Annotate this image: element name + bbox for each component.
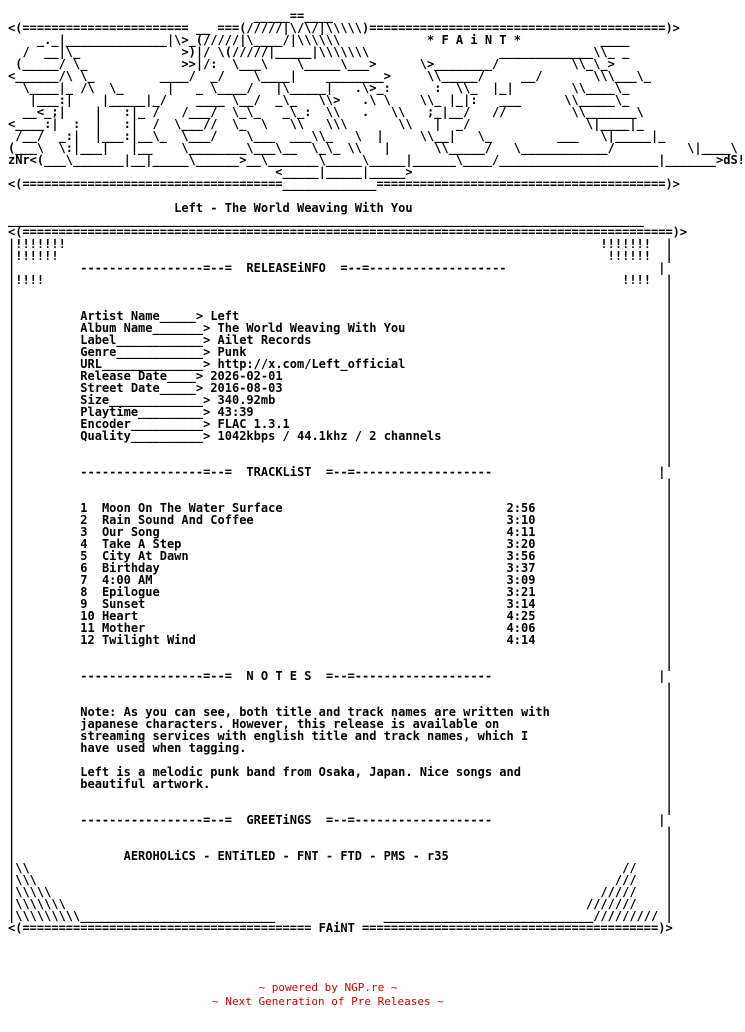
frame-border: <(==========================================================================================)> [8, 225, 688, 239]
release-info-value: 340.92mb [217, 393, 276, 407]
track-number: 7 [80, 573, 102, 587]
footer-powered-by[interactable]: ~ powered by NGP.re ~ [258, 981, 398, 994]
track-time: 4:25 [506, 609, 536, 623]
faint-logo-art-line: <_____|_____|_____> [8, 165, 413, 179]
section-tracklist: TRACKLiST [246, 465, 312, 479]
section-notes: N O T E S [246, 669, 312, 683]
group-tag: FAiNT [318, 921, 355, 935]
notes-text-line: have used when tagging. [80, 741, 247, 755]
track-title: Heart [101, 609, 507, 623]
track-number: 2 [80, 513, 102, 527]
notes-text-line: streaming services with english title and track names, which I [80, 729, 529, 743]
track-title: Twilight Wind [101, 633, 507, 647]
release-info-value: Punk [217, 345, 247, 359]
track-number: 8 [80, 585, 102, 599]
track-title: Rain Sound And Coffee [101, 513, 507, 527]
track-time: 3:09 [506, 573, 536, 587]
faint-logo-art-line: (_____/ \_ >>|/: \___\ \_____\___> \>________/ \\_\_> [8, 57, 615, 71]
notes-text-line: Note: As you can see, both title and track names are written with [80, 705, 550, 719]
notes-text-line: japanese characters. However, this release is available on [80, 717, 500, 731]
release-info-value: 2016-08-03 [210, 381, 283, 395]
faint-logo-art-line: _._|______________|\>_(/////|\____/|\\\\\\ * F A i N T * ____ [8, 33, 630, 47]
track-title: Birthday [101, 561, 507, 575]
track-title: City At Dawn [101, 549, 507, 563]
faint-logo-art-line: __<_;| | :|_ / /___/ \_\_ _\_: \\ . \\ ;_|__/ // \\_______\ [8, 105, 644, 119]
release-info-value: FLAC 1.3.1 [217, 417, 290, 431]
faint-logo-art-line: _____==____ [8, 9, 334, 23]
track-time: 2:56 [506, 501, 536, 515]
section-releaseinfo: RELEASEiNFO [246, 261, 326, 275]
track-number: 6 [80, 561, 102, 575]
release-info-label: Size_____________> [80, 393, 211, 407]
notes-text-line: beautiful artwork. [80, 777, 211, 791]
track-time: 3:21 [506, 585, 536, 599]
release-info-value: http://x.com/Left_official [217, 357, 406, 371]
release-info-label: Playtime_________> [80, 405, 211, 419]
track-time: 3:10 [506, 513, 536, 527]
track-time: 3:20 [506, 537, 536, 551]
track-time: 4:11 [506, 525, 536, 539]
release-info-value: The World Weaving With You [217, 321, 406, 335]
track-title: 4:00 AM [101, 573, 507, 587]
faint-logo-art-line: \____|_ /\ \_ | _ \____/ |\_____| .\>_: : \\_ |_| \\____\_ [8, 81, 630, 95]
release-title: Left - The World Weaving With You [8, 201, 413, 215]
faint-logo-art-line: <(====================================_____________========================================)> [8, 177, 680, 191]
faint-logo-art-line: zNr<(___\_______|__|_____\______>__\_______\_____\_____|______\____/______________________|_______>dS! [8, 153, 745, 167]
track-time: 3:14 [506, 597, 536, 611]
frame-border: ________________________________________________________________________________________ [8, 213, 644, 227]
track-title: Take A Step [101, 537, 507, 551]
track-number: 11 [80, 621, 102, 635]
footer-tagline: ~ Next Generation of Pre Releases ~ [212, 995, 444, 1008]
release-info-label: Quality__________> [80, 429, 211, 443]
release-info-label: Label____________> [80, 333, 211, 347]
release-info-label: Artist Name_____> [80, 309, 204, 323]
release-info-value: Left [210, 309, 240, 323]
greetings-text: AEROHOLiCS - ENTiTLED - FNT - FTD - PMS - r35 [123, 849, 449, 863]
release-info-value: 1042kbps / 44.1khz / 2 channels [217, 429, 442, 443]
faint-logo-art-line: <______/\ \_ ____/ _/ \____| ________> \\_____/ __/ \\\___\_ [8, 69, 651, 83]
release-info-value: 2026-02-01 [210, 369, 283, 383]
release-info-label: Album Name_______> [80, 321, 211, 335]
faint-logo-art-line: |___:| |_____|_/ ____ \__/ _\_ \\> .\ \ \\_ |_|: ___ \\_____\_ [8, 93, 630, 107]
track-title: Mother [101, 621, 507, 635]
track-title: Moon On The Water Surface [101, 501, 507, 515]
release-info-label: Release Date____> [80, 369, 204, 383]
faint-logo-art-line: <____:| : | :| / \___// \_ \ \\ \\\ \\ | _/ \|____|_ [8, 117, 644, 131]
release-info-label: Encoder__________> [80, 417, 211, 431]
notes-text-line: Left is a melodic punk band from Osaka, Japan. Nice songs and [80, 765, 521, 779]
track-title: Our Song [101, 525, 507, 539]
section-greetings: GREETiNGS [246, 813, 312, 827]
faint-logo-art-line: /__/ _:| |___:|__\_ \___/ \___ ___\\_ \ | \\__| \_ ___ \|_____|_ [8, 129, 666, 143]
release-info-label: URL______________> [80, 357, 211, 371]
track-number: 9 [80, 597, 102, 611]
track-number: 1 [80, 501, 102, 515]
track-number: 5 [80, 549, 102, 563]
faint-logo-art-line: <(======================= __ ===(/////|\/\/|\\\\\)=========================================)> [8, 21, 680, 35]
track-time: 4:14 [506, 633, 536, 647]
release-info-label: Street Date_____> [80, 381, 204, 395]
track-time: 3:56 [506, 549, 536, 563]
track-time: 3:37 [506, 561, 536, 575]
release-info-value: 43:39 [217, 405, 254, 419]
track-number: 3 [80, 525, 102, 539]
track-number: 12 [80, 633, 102, 647]
faint-logo-art-line: / __|\_ >)|/ \(/////|_____|\\\\\\\ _____________\\_ _ [8, 45, 630, 59]
track-title: Epilogue [101, 585, 507, 599]
release-info-value: Ailet Records [217, 333, 312, 347]
track-title: Sunset [101, 597, 507, 611]
track-time: 4:06 [506, 621, 536, 635]
faint-logo-art-line: (___\ \:|___| |__ \________\___\__ \_\_ \\ | \\_____/ \____________/ \|____\ [8, 141, 738, 155]
track-number: 4 [80, 537, 102, 551]
track-number: 10 [80, 609, 102, 623]
release-info-label: Genre____________> [80, 345, 211, 359]
nfo-text: _____==____ <(======================= __ ===(/////|\/\/|\\\\\)=========================================)> _._|______________|\>_(/////|\____/|\\\\\\ * F A i N T * ____ / __|\_ >)|/ \(/////|_____|\\\\\\\ _____________\\_ _ (_____/ \_ >>|/: \___\ \_____\___> \>________/ \\_\_> <______/\ \_ ____/ _/ \____| ________> \\_____/ __/ \\\___\_ \____|_ /\ \_ | _ \____/ |\_____| .\>_: : \\_ |_| \\____\_ |___:| |_____|_/ ____ \__/ _\_ \\> .\ \ \\_ |_|: ___ \\_____\_ __<_;| | :|_ / /___/ \_\_ _\_: \\ . \\ ;_|__/ // \\_______\ <____:| : | :| / \___// \_ \ \\ \\\ \\ | _/ \|____|_ /__/ _:| |___:|__\_ \___/ \___ ___\\_ \ | \\__| \_ ___ \|_____|_ (___\ \:|___| |__ \________\___\__ \_\_ \\ | \\_____/ \____________/ \|____\ zNr<(___\_______|__|_____\______>__\_______\_____\_____|______\____/______________________|_______>dS! <_____|_____|_____> <(====================================_____________========================================)> Left - The World Weaving With You ________________________________________________________________________________________ <(==========================================================================================)> |!!!!!!! !!!!!!! | |!!!!!! !!!!!! | | -----------------=--= RELEASEiNFO =--=------------------- | |!!!! !!!! | | | | | | Artist Name_____> Left | | Album Name_______> The World Weaving With You | | Label____________> Ailet Records | | Genre____________> Punk | | URL______________> http://x.com/Left_official | | Release Date____> 2026-02-01 | | Street Date_____> 2016-08-03 | | Size_____________> 340.92mb | | Playtime_________> 43:39 | | Encoder__________> FLAC 1.3.1 | | Quality__________> 1042kbps / 44.1khz / 2 channels | | | | | | -----------------=--= TRACKLiST =--=------------------- | | | | | | 1 Moon On The Water Surface 2:56 | | 2 Rain Sound And Coffee 3:10 | | 3 Our Song 4:11 | | 4 Take A Step 3:20 | | 5 City At Dawn 3:56 | | 6 Birthday 3:37 | | 7 4:00 AM 3:09 | | 8 Epilogue 3:21 | | 9 Sunset 3:14 | | 10 Heart 4:25 | | 11 Mother 4:06 | | 12 Twilight Wind 4:14 | | | | | | -----------------=--= N O T E S =--=------------------- | | | | | | Note: As you can see, both title and track names are written with | | japanese characters. However, this release is available on | | streaming services with english title and track names, which I | | have used when tagging. | | | | Left is a melodic punk band from Osaka, Japan. Nice songs and | | beautiful artwork. | | | | | | -----------------=--= GREETiNGS =--=------------------- | | | | | | AEROHOLiCS - ENTiTLED - FNT - FTD - PMS - r35 | |\\ // | |\\\ /// | |\\\\\ ///// | |\\\\\\\ /////// | |\\\\\\\\\___________________________ _____________________________///////// | <(======================================== FAiNT =========================================)> [8, 9, 745, 935]
